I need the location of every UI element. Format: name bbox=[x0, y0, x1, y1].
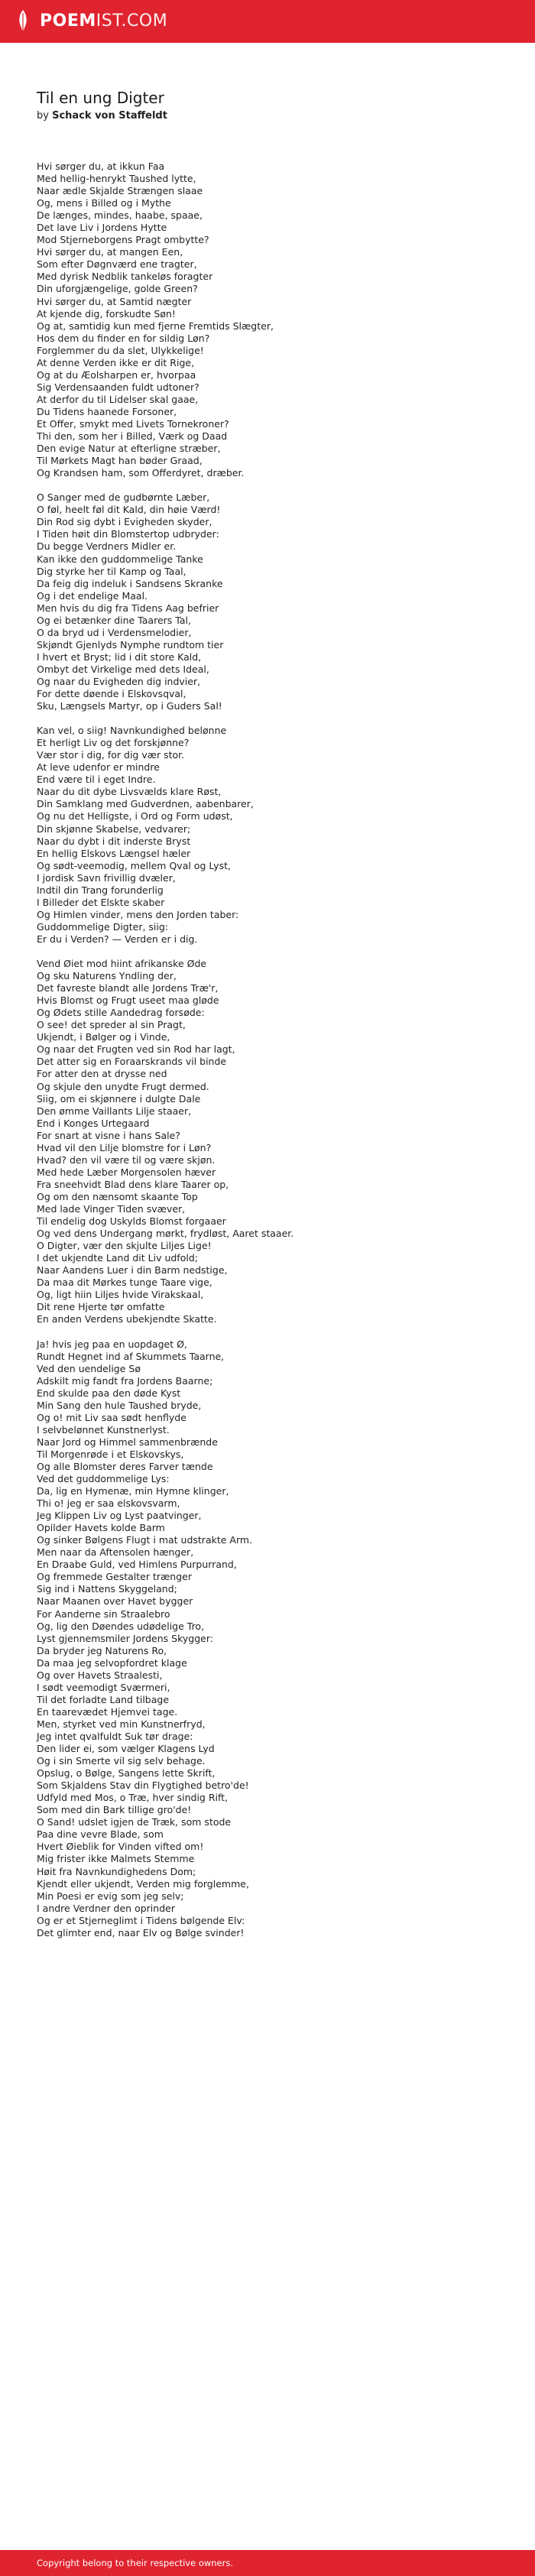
poem-line: Med lade Vinger Tiden svæver, bbox=[37, 1202, 186, 1215]
poem-line: Dit rene Hjerte tør omfatte bbox=[37, 1301, 165, 1313]
poem-line: Og sødt-veemodig, mellem Qval og Lyst, bbox=[37, 859, 231, 871]
poem-line: Da bryder jeg Naturens Ro, bbox=[37, 1644, 167, 1656]
poem-line: Til endelig dog Uskylds Blomst forgaaer bbox=[37, 1215, 226, 1228]
poem-line: I Billeder det Elskte skaber bbox=[37, 896, 165, 908]
byline-prefix: by bbox=[37, 110, 49, 122]
author-link[interactable]: Schack von Staffeldt bbox=[52, 110, 167, 122]
poem-line: Høit fra Navnkundighedens Dom; bbox=[37, 1865, 196, 1877]
poem-line: Paa dine vevre Blade, som bbox=[37, 1828, 164, 1841]
poem-container bbox=[37, 88, 503, 1951]
poem-line: Hvis Blomst og Frugt useet maa gløde bbox=[37, 994, 219, 1007]
poem-line: O Sand! udslet igjen de Træk, som stode bbox=[37, 1816, 232, 1828]
poem-line: Thi o! jeg er saa elskovsvarm, bbox=[37, 1497, 180, 1510]
poem-line: Og, mens i Billed og i Mythe bbox=[37, 197, 171, 209]
poem-line: Hvad? den vil være til og være skjøn. bbox=[37, 1153, 216, 1166]
poem-line: Et herligt Liv og det forskjønne? bbox=[37, 737, 190, 749]
poem-line: Er du i Verden? — Verden er i dig. bbox=[37, 933, 198, 945]
poem-line: I Tiden høit din Blomstertop udbryder: bbox=[37, 528, 219, 540]
feather-pen-icon bbox=[17, 10, 29, 33]
poem-line: At kjende dig, forskudte Søn! bbox=[37, 307, 176, 320]
poem-line: Og over Havets Straalesti, bbox=[37, 1669, 163, 1681]
poem-line: Men naar da Aftensolen hænger, bbox=[37, 1546, 194, 1559]
poem-line: Adskilt mig fandt fra Jordens Baarne; bbox=[37, 1374, 213, 1387]
poem-line: O see! det spreder al sin Pragt, bbox=[37, 1019, 186, 1031]
poem-line: Det glimter end, naar Elv og Bølge svinder! bbox=[37, 1926, 245, 1938]
poem-line: Dig styrke her til Kamp og Taal, bbox=[37, 565, 186, 577]
poem-line: Med dyrisk Nedblik tankeløs foragter bbox=[37, 271, 213, 283]
byline bbox=[37, 109, 503, 123]
poem-line: Da maa dit Mørkes tunge Taare vige, bbox=[37, 1277, 212, 1289]
poem-line: End skulde paa den døde Kyst bbox=[37, 1387, 181, 1399]
poem-line: O Digter, vær den skjulte Liljes Lige! bbox=[37, 1240, 212, 1252]
poem-line: Din skjønne Skabelse, vedvarer; bbox=[37, 822, 191, 835]
site-logo-text bbox=[40, 13, 167, 30]
poem-line: Thi den, som her i Billed, Værk og Daad bbox=[37, 430, 228, 443]
poem-line: Men, styrket ved min Kunstnerfryd, bbox=[37, 1718, 206, 1730]
poem-line: Som efter Døgnværd ene tragter, bbox=[37, 258, 197, 271]
poem-line: Siig, om ei skjønnere i dulgte Dale bbox=[37, 1092, 201, 1105]
poem-line: At denne Verden ikke er dit Rige, bbox=[37, 356, 195, 368]
poem-line: Fra sneehvidt Blad dens klare Taarer op, bbox=[37, 1178, 229, 1190]
poem-title: Til en ung Digter bbox=[37, 89, 164, 107]
poem-line: Min Poesi er evig som jeg selv; bbox=[37, 1890, 184, 1902]
poem-line: Ved det guddommelige Lys: bbox=[37, 1473, 170, 1485]
poem-line: Og o! mit Liv saa sødt henflyde bbox=[37, 1411, 186, 1423]
poem-line: Med hede Læber Morgensolen hæver bbox=[37, 1166, 216, 1178]
poem-line: Til Morgenrøde i et Elskovskys, bbox=[37, 1448, 184, 1460]
poem-line: Og Himlen vinder, mens den Jorden taber: bbox=[37, 908, 239, 920]
poem-stanza bbox=[37, 1338, 503, 1939]
poem-line: Men hvis du dig fra Tidens Aag befrier bbox=[37, 602, 219, 614]
poem-line: For snart at visne i hans Sale? bbox=[37, 1129, 180, 1141]
poem-line: At leve udenfor er mindre bbox=[37, 761, 160, 774]
poem-line: Opilder Havets kolde Barm bbox=[37, 1522, 165, 1534]
poem-line: Hvi sørger du, at ikkun Faa bbox=[37, 161, 165, 172]
poem-line: O da bryd ud i Verdensmelodier, bbox=[37, 626, 192, 638]
poem-line: Og at du Æolsharpen er, hvorpaa bbox=[37, 368, 196, 381]
poem-line: Og, ligt hiin Liljes hvide Virakskaal, bbox=[37, 1289, 204, 1301]
poem-line: Min Sang den hule Taushed bryde, bbox=[37, 1399, 202, 1411]
poem-line: Et Offer, smykt med Livets Tornekroner? bbox=[37, 417, 229, 430]
poem-line: Den evige Natur at efterligne stræber, bbox=[37, 443, 221, 455]
logo-bold-text: POEM bbox=[40, 11, 96, 31]
poem-line: Din Rod sig dybt i Evigheden skyder, bbox=[37, 516, 212, 528]
poem-line: Naar Aandens Luer i din Barm nedstige, bbox=[37, 1264, 228, 1277]
poem-line: For atter den at drysse ned bbox=[37, 1068, 167, 1080]
site-logo-link[interactable] bbox=[17, 10, 167, 33]
poem-line: Og Ødets stille Aandedrag forsøde: bbox=[37, 1007, 205, 1019]
poem-line: Mig frister ikke Malmets Stemme bbox=[37, 1853, 195, 1865]
poem-line: Din Samklang med Gudverdnen, aabenbarer, bbox=[37, 798, 254, 810]
poem-line: Med hellig-henrykt Taushed lytte, bbox=[37, 173, 196, 185]
poem-line: Lyst gjennemsmiler Jordens Skygger: bbox=[37, 1632, 213, 1644]
poem-body bbox=[37, 161, 503, 1939]
poem-line: Det lave Liv i Jordens Hytte bbox=[37, 222, 167, 234]
logo-light-text: IST.COM bbox=[96, 11, 168, 31]
poem-line: Og Krandsen ham, som Offerdyret, dræber. bbox=[37, 467, 245, 479]
poem-line: Naar ædle Skjalde Strængen slaae bbox=[37, 185, 203, 197]
poem-line: I sødt veemodigt Sværmeri, bbox=[37, 1681, 170, 1693]
poem-stanza bbox=[37, 958, 503, 1325]
poem-line: En anden Verdens ubekjendte Skatte. bbox=[37, 1313, 217, 1325]
poem-line: Hvi sørger du, at Samtid nægter bbox=[37, 295, 192, 307]
poem-line: End være til i eget Indre. bbox=[37, 774, 156, 786]
poem-line: I det ukjendte Land dit Liv udfold; bbox=[37, 1252, 198, 1264]
poem-line: Og sinker Bølgens Flugt i mat udstrakte Arm. bbox=[37, 1534, 253, 1546]
poem-line: O føl, heelt føl dit Kald, din høie Værd! bbox=[37, 504, 221, 516]
poem-line: Og ved dens Undergang mørkt, frydløst, Aaret staaer. bbox=[37, 1228, 294, 1240]
poem-line: Ukjendt, i Bølger og i Vinde, bbox=[37, 1031, 170, 1043]
poem-line: O Sanger med de gudbørnte Læber, bbox=[37, 492, 210, 504]
poem-line: Sku, Længsels Martyr, op i Guders Sal! bbox=[37, 700, 222, 712]
poem-line: En hellig Elskovs Længsel hæler bbox=[37, 847, 191, 859]
poem-line: Da, lig en Hymenæ, min Hymne klinger, bbox=[37, 1485, 229, 1497]
poem-line: En taarevædet Hjemvei tage. bbox=[37, 1705, 178, 1718]
poem-line: Og sku Naturens Yndling der, bbox=[37, 970, 177, 982]
poem-line: Og naar du Evigheden dig indvier, bbox=[37, 675, 201, 687]
poem-line: Ombyt det Virkelige med dets Ideal, bbox=[37, 663, 209, 675]
poem-line: Og i sin Smerte vil sig selv behage. bbox=[37, 1755, 206, 1767]
poem-line: Indtil din Trang forunderlig bbox=[37, 884, 164, 896]
poem-line: Kan vel, o siig! Navnkundighed belønne bbox=[37, 725, 227, 737]
poem-line: Og alle Blomster deres Farver tænde bbox=[37, 1460, 213, 1472]
poem-line: Og skjule den unydte Frugt dermed. bbox=[37, 1080, 209, 1092]
poem-line: Da feig dig indeluk i Sandsens Skranke bbox=[37, 577, 223, 589]
poem-line: Naar Jord og Himmel sammenbrænde bbox=[37, 1436, 218, 1448]
poem-line: Opslug, o Bølge, Sangens lette Skrift, bbox=[37, 1767, 216, 1780]
poem-line: Det favreste blandt alle Jordens Træ'r, bbox=[37, 982, 219, 994]
poem-line: Naar du dit dybe Livsvælds klare Røst, bbox=[37, 786, 222, 798]
poem-line: Sig Verdensaanden fuldt udtoner? bbox=[37, 381, 199, 393]
poem-line: Og naar det Frugten ved sin Rod har lagt, bbox=[37, 1043, 235, 1056]
poem-line: Rundt Hegnet ind af Skummets Taarne, bbox=[37, 1350, 225, 1362]
poem-line: Og at, samtidig kun med fjerne Fremtids Slægter, bbox=[37, 320, 274, 332]
poem-line: Og i det endelige Maal. bbox=[37, 589, 148, 602]
poem-line: Ved den uendelige Sø bbox=[37, 1362, 141, 1374]
poem-line: I selvbelønnet Kunstnerlyst. bbox=[37, 1423, 170, 1436]
poem-stanza bbox=[37, 161, 503, 479]
poem-line: Det atter sig en Foraarskrands vil binde bbox=[37, 1056, 227, 1068]
poem-line: Naar du dybt i dit inderste Bryst bbox=[37, 835, 191, 847]
poem-line: For dette døende i Elskovsqval, bbox=[37, 688, 186, 700]
poem-line: Guddommelige Digter, siig: bbox=[37, 920, 169, 933]
poem-line: Hos dem du finder en for sildig Løn? bbox=[37, 332, 210, 344]
poem-line: Til det forladte Land tilbage bbox=[37, 1693, 170, 1705]
poem-line: Og nu det Helligste, i Ord og Form udøst, bbox=[37, 810, 233, 822]
poem-line: Og, lig den Døendes udødelige Tro, bbox=[37, 1620, 205, 1632]
poem-line: Forglemmer du da slet, Ulykkelige! bbox=[37, 344, 204, 356]
site-header bbox=[0, 0, 535, 43]
poem-line: I jordisk Savn frivillig dvæler, bbox=[37, 871, 176, 884]
poem-line: Jeg intet qvalfuldt Suk tør drage: bbox=[37, 1731, 193, 1742]
poem-line: Kan ikke den guddommelige Tanke bbox=[37, 553, 203, 565]
copyright-notice: Copyright belong to their respective owners. bbox=[37, 2558, 234, 2568]
poem-line: Og er et Stjerneglimt i Tidens bølgende Elv: bbox=[37, 1914, 245, 1926]
poem-line: En Draabe Guld, ved Himlens Purpurrand, bbox=[37, 1559, 237, 1571]
poem-line: Sig ind i Nattens Skyggeland; bbox=[37, 1583, 177, 1595]
poem-line: I andre Verdner den oprinder bbox=[37, 1902, 175, 1914]
poem-line: Som Skjaldens Stav din Flygtighed betro'de! bbox=[37, 1780, 249, 1792]
poem-line: Og fremmede Gestalter trænger bbox=[37, 1571, 192, 1583]
site-footer bbox=[0, 2550, 535, 2576]
poem-line: Og ei betænker dine Taarers Tal, bbox=[37, 614, 191, 626]
poem-line: Kjendt eller ukjendt, Verden mig forglemme, bbox=[37, 1877, 249, 1890]
poem-line: Du Tidens haanede Forsoner, bbox=[37, 405, 177, 417]
poem-line: Som med din Bark tillige gro'de! bbox=[37, 1804, 192, 1816]
poem-line: De længes, mindes, haabe, spaae, bbox=[37, 209, 203, 222]
poem-line: Vend Øiet mod hiint afrikanske Øde bbox=[37, 958, 207, 970]
poem-line: For Aanderne sin Straalebro bbox=[37, 1608, 170, 1620]
poem-line: Du begge Verdners Midler er. bbox=[37, 540, 177, 553]
poem-line: Hvad vil den Lilje blomstre for i Løn? bbox=[37, 1141, 212, 1153]
poem-line: Mod Stjerneborgens Pragt ombytte? bbox=[37, 234, 209, 246]
poem-line: Til Mørkets Magt han bøder Graad, bbox=[37, 455, 203, 467]
poem-line: End i Konges Urtegaard bbox=[37, 1117, 150, 1129]
poem-line: Din uforgjængelige, golde Green? bbox=[37, 283, 198, 295]
poem-line: Den lider ei, som vælger Klagens Lyd bbox=[37, 1743, 215, 1755]
poem-line: Hvert Øieblik for Vinden vifted om! bbox=[37, 1841, 204, 1853]
poem-line: Naar Maanen over Havet bygger bbox=[37, 1595, 193, 1608]
poem-line: Skjøndt Gjenlyds Nymphe rundtom tier bbox=[37, 638, 224, 650]
poem-line: Og om den nænsomt skaante Top bbox=[37, 1190, 198, 1202]
poem-line: I hvert et Bryst; lid i dit store Kald, bbox=[37, 650, 202, 663]
poem-line: Den ømme Vaillants Lilje staaer, bbox=[37, 1105, 192, 1117]
poem-line: Jeg Klippen Liv og Lyst paatvinger, bbox=[37, 1510, 202, 1522]
poem-line: Udfyld med Mos, o Træ, hver sindig Rift, bbox=[37, 1792, 229, 1804]
poem-line: Da maa jeg selvopfordret klage bbox=[37, 1656, 187, 1669]
poem-line: Vær stor i dig, for dig vær stor. bbox=[37, 749, 185, 761]
poem-stanza bbox=[37, 492, 503, 712]
poem-line: Ja! hvis jeg paa en uopdaget Ø, bbox=[37, 1338, 187, 1350]
poem-stanza bbox=[37, 725, 503, 946]
poem-line: Hvi sørger du, at mangen Een, bbox=[37, 246, 183, 258]
poem-line: At derfor du til Lidelser skal gaae, bbox=[37, 393, 199, 405]
